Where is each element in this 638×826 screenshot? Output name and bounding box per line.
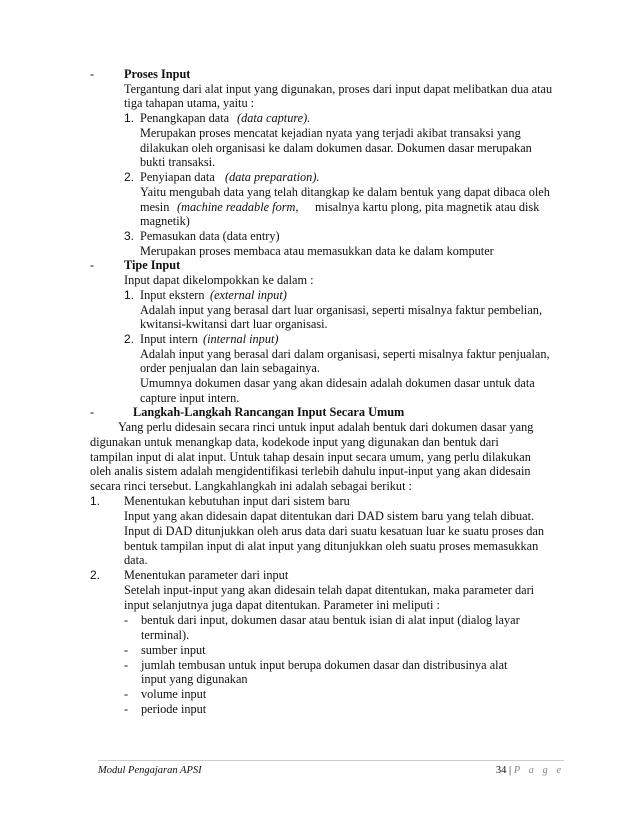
text-line: (machine readable form, — [177, 200, 299, 214]
text-line: Tipe Input — [124, 258, 181, 272]
text-line: 2. — [124, 170, 135, 184]
text-line: Menentukan parameter dari input — [124, 568, 289, 582]
text-line: 1. — [90, 494, 101, 508]
text-line: Penyiapan data — [140, 170, 215, 184]
text-line: tampilan input di alat input. Untuk tahap desain input secara umum, yang perlu dilakukan — [90, 450, 531, 464]
text-line: - — [124, 687, 129, 701]
text-line: Merupakan proses membaca atau memasukkan data ke dalam komputer — [140, 244, 494, 258]
text-line: 3. — [124, 229, 135, 243]
text-line: oleh analis sistem adalah mengidentifikasi terlebih dahulu input-input yang akan didesain — [90, 464, 531, 478]
footer-page-number — [496, 765, 564, 776]
text-line: secara rinci tersebut. Langkahlangkah ini adalah sebagai berikut : — [90, 479, 412, 493]
text-line: kwitansi-kwitansi dart luar organisasi. — [140, 317, 328, 331]
text-line: Input di DAD ditunjukkan oleh arus data dari suatu kesatuan luar ke suatu proses dan — [124, 524, 545, 538]
text-line: volume input — [141, 687, 207, 701]
text-line: Input dapat dikelompokkan ke dalam : — [124, 273, 314, 287]
page-word: P a g e — [513, 765, 564, 776]
text-line: - — [124, 658, 129, 672]
text-line: input selanjutnya juga dapat ditentukan. Parameter ini meliputi : — [124, 598, 440, 612]
text-line: terminal). — [141, 628, 190, 642]
text-line: 1. — [124, 111, 135, 125]
text-line: order penjualan dan lain sebagainya. — [140, 361, 320, 375]
text-line: dilakukan oleh organisasi ke dalam dokumen dasar. Dokumen dasar merupakan — [140, 141, 532, 155]
page-number: 34 — [495, 765, 507, 776]
text-line: - — [90, 405, 95, 419]
text-line: - — [90, 67, 95, 81]
footer-divider — [98, 760, 564, 761]
text-line: 1. — [124, 288, 135, 302]
text-line: (external input) — [210, 288, 287, 302]
text-line: Input ekstern — [140, 288, 205, 302]
text-line: Setelah input-input yang akan didesain telah dapat ditentukan, maka parameter dari — [124, 583, 535, 597]
text-line: - — [90, 258, 95, 272]
text-line: (data capture). — [237, 111, 311, 125]
text-line: Yang perlu didesain secara rinci untuk input adalah bentuk dari dokumen dasar yang — [118, 420, 534, 434]
text-line: bentuk dari input, dokumen dasar atau bentuk isian di alat input (dialog layar — [141, 613, 520, 627]
text-line: data. — [124, 553, 148, 567]
text-line: (internal input) — [203, 332, 279, 346]
text-line: Penangkapan data — [140, 111, 230, 125]
text-line: mesin — [140, 200, 170, 214]
text-line: input yang digunakan — [141, 672, 248, 686]
text-line: Adalah input yang berasal dari dalam organisasi, seperti misalnya faktur penjualan, — [140, 347, 550, 361]
text-line: 2. — [90, 568, 101, 582]
text-line: Merupakan proses mencatat kejadian nyata yang terjadi akibat transaksi yang — [140, 126, 521, 140]
text-line: jumlah tembusan untuk input berupa dokumen dasar dan distribusinya alat — [141, 658, 508, 672]
text-line: - — [124, 702, 129, 716]
text-line: periode input — [141, 702, 207, 716]
footer-module-title: Modul Pengajaran APSI — [98, 765, 202, 776]
text-line: digunakan untuk menangkap data, kodekode input yang digunakan dan bentuk dari — [90, 435, 499, 449]
text-line: tiga tahapan utama, yaitu : — [124, 96, 255, 110]
text-line: Input intern — [140, 332, 198, 346]
text-line: bukti transaksi. — [140, 155, 216, 169]
text-line: Langkah-Langkah Rancangan Input Secara Umum — [133, 405, 405, 419]
text-line: Yaitu mengubah data yang telah ditangkap ke dalam bentuk yang dapat dibaca oleh — [140, 185, 550, 199]
text-line: 2. — [124, 332, 135, 346]
text-line: - — [124, 613, 129, 627]
text-line: Adalah input yang berasal dart luar organisasi, seperti misalnya faktur pembelian, — [140, 303, 543, 317]
text-line: - — [124, 643, 129, 657]
text-line: Tergantung dari alat input yang digunakan, proses dari input dapat melibatkan dua atau — [124, 82, 553, 96]
text-line: Menentukan kebutuhan input dari sistem baru — [124, 494, 350, 508]
text-line: Pemasukan data (data entry) — [140, 229, 280, 243]
text-line: bentuk tampilan input di alat input yang ditunjukkan oleh suatu proses memasukkan — [124, 539, 539, 553]
text-line: capture input intern. — [140, 391, 240, 405]
text-line: sumber input — [141, 643, 206, 657]
page-separator: | — [509, 765, 512, 776]
text-line: magnetik) — [140, 214, 190, 228]
text-line: (data preparation). — [225, 170, 320, 184]
text-line: misalnya kartu plong, pita magnetik atau disk — [315, 200, 540, 214]
text-line: Proses Input — [124, 67, 191, 81]
text-line: Input yang akan didesain dapat ditentukan dari DAD sistem baru yang telah dibuat. — [124, 509, 535, 523]
text-line: Umumnya dokumen dasar yang akan didesain adalah dokumen dasar untuk data — [140, 376, 535, 390]
